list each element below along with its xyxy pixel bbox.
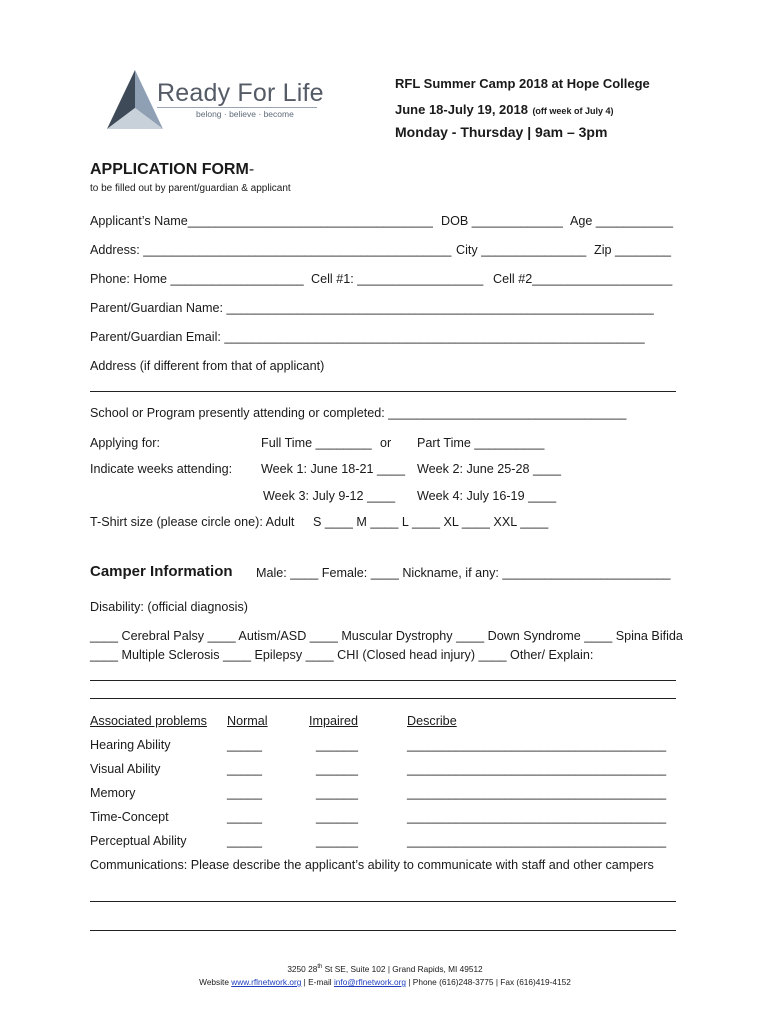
address-diff-label: Address (if different from that of applicant) <box>90 359 325 373</box>
address-diff-line[interactable] <box>90 391 676 392</box>
footer-website-link[interactable]: www.rflnetwork.org <box>231 977 302 987</box>
cell1-field[interactable]: Cell #1: __________________ <box>311 272 484 286</box>
row-label: Time-Concept <box>90 810 169 824</box>
tshirt-label: T-Shirt size (please circle one): Adult <box>90 515 295 529</box>
row-impaired[interactable]: ______ <box>316 762 359 776</box>
row-normal[interactable]: _____ <box>227 786 263 800</box>
col-header-normal: Normal <box>227 714 268 728</box>
logo-tagline: belong · believe · become <box>196 109 294 119</box>
row-label: Hearing Ability <box>90 738 171 752</box>
col-header-describe: Describe <box>407 714 457 728</box>
tshirt-size-field[interactable]: S ____ M ____ L ____ XL ____ XXL ____ <box>313 515 549 529</box>
disability-options-2[interactable]: ____ Multiple Sclerosis ____ Epilepsy ____ CHI (Closed head injury) ____ Other/ Explain: <box>90 648 594 662</box>
row-impaired[interactable]: ______ <box>316 810 359 824</box>
row-describe[interactable]: _____________________________________ <box>407 786 667 800</box>
week1-field[interactable]: Week 1: June 18-21 ____ <box>261 462 405 476</box>
disability-explain-line-1[interactable] <box>90 680 676 681</box>
camp-title: RFL Summer Camp 2018 at Hope College <box>395 76 650 91</box>
footer-email-label: | E-mail <box>301 977 334 987</box>
or-label: or <box>380 436 392 450</box>
cell2-field[interactable]: Cell #2____________________ <box>493 272 673 286</box>
communications-label: Communications: Please describe the applicant’s ability to communicate with staff and other campers <box>90 858 654 872</box>
footer-address <box>0 964 770 974</box>
footer-contact <box>0 977 770 987</box>
row-label: Perceptual Ability <box>90 834 187 848</box>
page-title <box>90 161 254 179</box>
footer-website-label: Website <box>199 977 232 987</box>
row-describe[interactable]: _____________________________________ <box>407 762 667 776</box>
week3-field[interactable]: Week 3: July 9-12 ____ <box>263 489 396 503</box>
camper-info-heading: Camper Information <box>90 563 233 580</box>
form-title-suffix: - <box>248 161 255 178</box>
logo-triangle-icon <box>105 70 165 130</box>
col-header-problems: Associated problems <box>90 714 207 728</box>
guardian-name-field[interactable]: Parent/Guardian Name: _____________________________________________________________ <box>90 301 654 315</box>
camp-dates-note: (off week of July 4) <box>532 106 614 116</box>
address-field[interactable]: Address: ____________________________________________ <box>90 243 452 257</box>
footer-addr-post: St SE, Suite 102 | Grand Rapids, MI 49512 <box>322 964 483 974</box>
gender-nickname-field[interactable]: Male: ____ Female: ____ Nickname, if any: ________________________ <box>256 566 671 580</box>
form-title: APPLICATION FORM <box>90 161 249 178</box>
row-describe[interactable]: _____________________________________ <box>407 834 667 848</box>
week2-field[interactable]: Week 2: June 25-28 ____ <box>417 462 561 476</box>
row-impaired[interactable]: ______ <box>316 834 359 848</box>
weeks-label: Indicate weeks attending: <box>90 462 233 476</box>
full-time-field[interactable]: Full Time ________ <box>261 436 372 450</box>
school-field[interactable]: School or Program presently attending or completed: __________________________________ <box>90 406 627 420</box>
communications-line-1[interactable] <box>90 901 676 902</box>
row-impaired[interactable]: ______ <box>316 786 359 800</box>
row-impaired[interactable]: ______ <box>316 738 359 752</box>
week4-field[interactable]: Week 4: July 16-19 ____ <box>417 489 557 503</box>
part-time-field[interactable]: Part Time __________ <box>417 436 545 450</box>
disability-explain-line-2[interactable] <box>90 698 676 699</box>
phone-home-field[interactable]: Phone: Home ___________________ <box>90 272 304 286</box>
form-subtitle: to be filled out by parent/guardian & applicant <box>90 183 291 194</box>
row-describe[interactable]: _____________________________________ <box>407 810 667 824</box>
communications-line-2[interactable] <box>90 930 676 931</box>
footer-phone-fax: | Phone (616)248-3775 | Fax (616)419-4152 <box>406 977 571 987</box>
applicant-name-field[interactable]: Applicant’s Name___________________________________ <box>90 214 433 228</box>
age-field[interactable]: Age ___________ <box>570 214 673 228</box>
camp-dates-text: June 18-July 19, 2018 <box>395 102 528 117</box>
footer-addr-pre: 3250 28 <box>287 964 318 974</box>
logo-divider <box>157 107 317 108</box>
disability-options-1[interactable]: ____ Cerebral Palsy ____ Autism/ASD ____ Muscular Dystrophy ____ Down Syndrome ____ Spina Bifida <box>90 629 683 643</box>
guardian-email-field[interactable]: Parent/Guardian Email: ____________________________________________________________ <box>90 330 645 344</box>
row-normal[interactable]: _____ <box>227 738 263 752</box>
row-normal[interactable]: _____ <box>227 762 263 776</box>
applying-for-label: Applying for: <box>90 436 161 450</box>
row-describe[interactable]: _____________________________________ <box>407 738 667 752</box>
disability-label: Disability: (official diagnosis) <box>90 600 248 614</box>
row-normal[interactable]: _____ <box>227 834 263 848</box>
camp-schedule: Monday - Thursday | 9am – 3pm <box>395 124 608 140</box>
footer-email-link[interactable]: info@rflnetwork.org <box>333 977 407 987</box>
row-label: Memory <box>90 786 136 800</box>
logo-title: Ready For Life <box>157 79 324 107</box>
camp-dates <box>395 101 613 119</box>
row-label: Visual Ability <box>90 762 161 776</box>
city-field[interactable]: City _______________ <box>456 243 587 257</box>
col-header-impaired: Impaired <box>309 714 358 728</box>
dob-field[interactable]: DOB _____________ <box>441 214 563 228</box>
row-normal[interactable]: _____ <box>227 810 263 824</box>
zip-field[interactable]: Zip ________ <box>594 243 672 257</box>
footer-addr-sup: th <box>317 964 323 971</box>
